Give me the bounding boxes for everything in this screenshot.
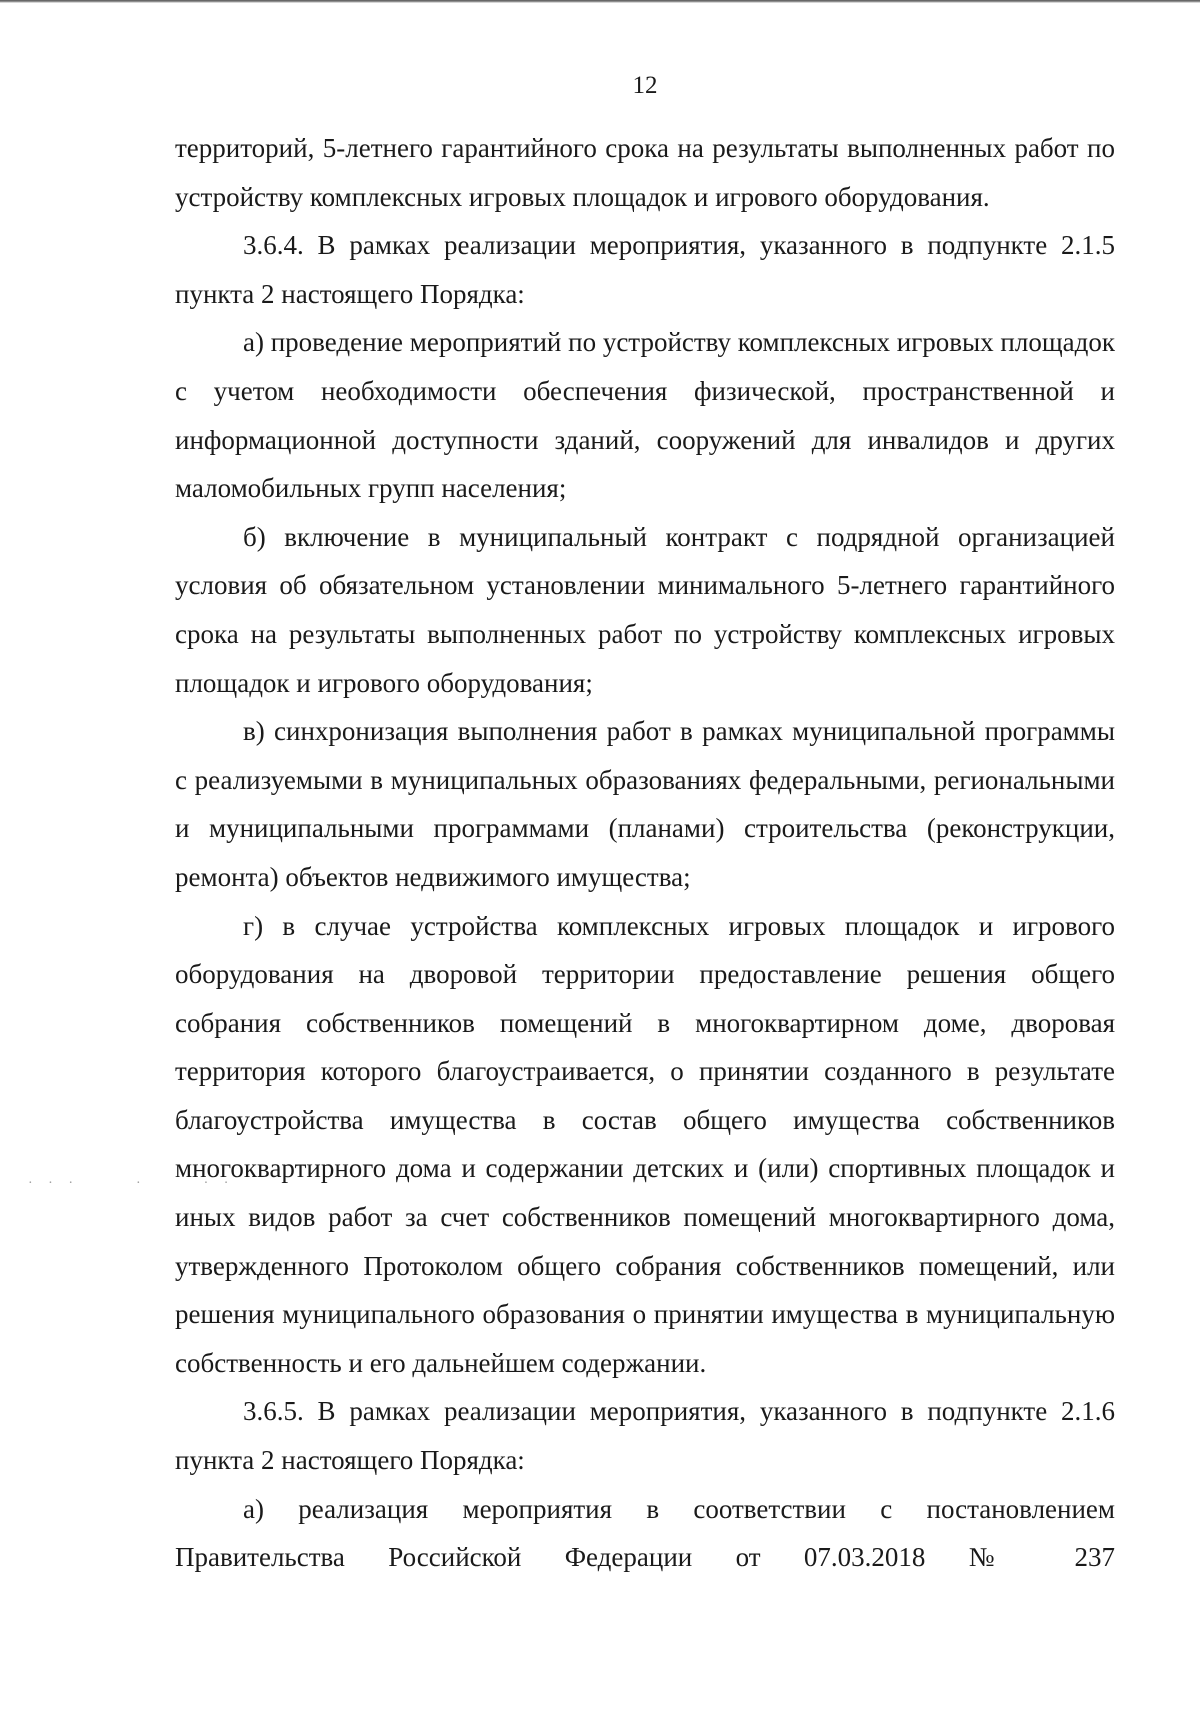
paragraph-3-6-4-a: а) проведение мероприятий по устройству комплексных игровых площадок с учетом необходимости обеспечения физической, пространственной и информационной доступности зданий, сооружений для инвалидов и других маломобильных групп населения; <box>175 327 1115 504</box>
scan-artifact: · · · · · · <box>28 1176 235 1191</box>
page-number: 12 <box>632 72 658 99</box>
paragraph-3-6-5-a: а) реализация мероприятия в соответствии с постановлением Правительства Российской Федерации от 07.03.2018 № 237 <box>175 1493 1115 1573</box>
paragraph-3-6-4-b: б) включение в муниципальный контракт с подрядной организацией условия об обязательном установлении минимального 5-летнего гарантийного срока на результаты выполненных работ по устройству комплексных игровых площадок и игрового оборудования; <box>175 521 1115 698</box>
scan-top-edge <box>0 0 1200 3</box>
paragraph-3-6-4-g: г) в случае устройства комплексных игровых площадок и игрового оборудования на дворовой территории предоставление решения общего собрания собственников помещений в многоквартирном доме, дворовая территория которого благоустраивается, о принятии созданного в результате благоустройства имущества в состав общего имущества собственников многоквартирного дома и содержании детских и (или) спортивных площадок и иных видов работ за счет собственников помещений многоквартирного дома, утвержденного Протоколом общего собрания собственников помещений, или решения муниципального образования о принятии имущества в муниципальную собственность и его дальнейшем содержании. <box>175 910 1115 1378</box>
paragraph-3-6-4-v: в) синхронизация выполнения работ в рамках муниципальной программы с реализуемыми в муниципальных образованиях федеральными, региональными и муниципальными программами (планами) строительства (реконструкции, ремонта) объектов недвижимого имущества; <box>175 716 1115 892</box>
paragraph-3-6-5: 3.6.5. В рамках реализации мероприятия, указанного в подпункте 2.1.6 пункта 2 настоящего Порядка: <box>175 1396 1115 1476</box>
document-body <box>175 124 1115 1582</box>
paragraph-3-6-4: 3.6.4. В рамках реализации мероприятия, указанного в подпункте 2.1.5 пункта 2 настоящего Порядка: <box>175 230 1115 309</box>
paragraph-continuation: территорий, 5-летнего гарантийного срока на результаты выполненных работ по устройству комплексных игровых площадок и игрового оборудования. <box>175 133 1115 212</box>
